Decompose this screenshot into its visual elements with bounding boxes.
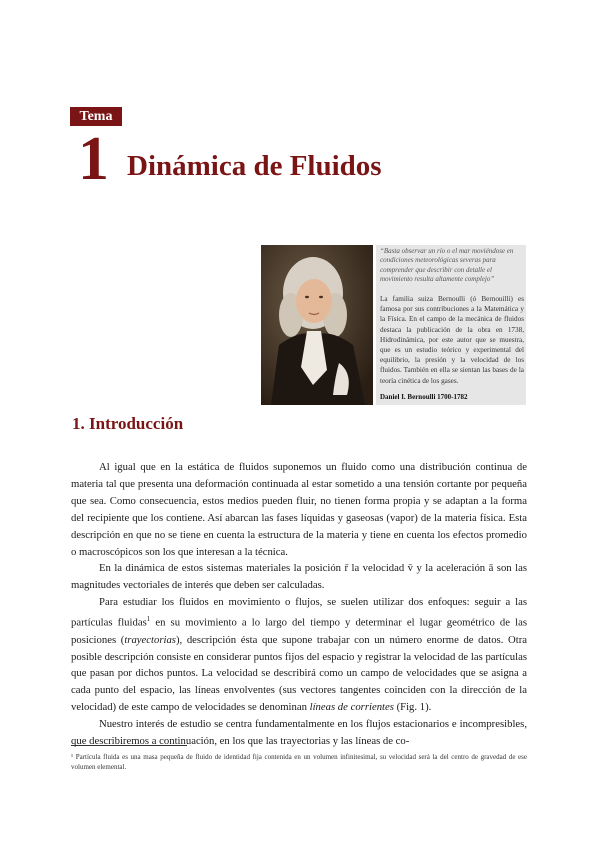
p3-part-d: (Fig. 1). — [393, 701, 432, 714]
paragraph-2: En la dinámica de estos sistemas materiales la posición r̄ la velocidad v̄ y la aceleración ā son las magnitudes vectoriales de interés que deben ser calculadas. — [71, 562, 527, 592]
portrait-caption: Daniel I. Bernoulli 1700-1782 — [380, 393, 468, 401]
term-trayectorias: trayectorias — [124, 633, 176, 646]
footnote-ref: 1 — [146, 615, 151, 624]
chapter-title: Dinámica de Fluidos — [127, 150, 382, 182]
p3-part-a: Para estudiar los fluidos en movimiento o flujos, se suelen utilizar dos enfoques: seguir a las partículas fluidas — [71, 596, 527, 629]
paragraph-4: Nuestro interés de estudio se centra fundamentalmente en los flujos estacionarios e incompresibles, que describiremos a continuación, en los que las trayectorias y las líneas de co- — [71, 718, 527, 748]
section-title: 1. Introducción — [72, 414, 184, 433]
p3-part-c: ), descripción ésta que supone trabajar con un número enorme de datos. Otra posible descripción consiste en considerar puntos fijos del espacio y registrar la velocidad de las partículas que pasan por dichos puntos. La velocidad se describirá como un campo de velocidades que se asigna a cada punto del espacio, las líneas envolventes (sus vectores tangentes coinciden con la dirección de la velocidad) de este campo de velocidades se denominan — [71, 633, 527, 714]
sidebar-bio: La familia suiza Bernoulli (ó Bernouilli) es famosa por sus contribuciones a la Matemática y la Física. En el campo de la mecánica de fluidos destaca la publicación de la obra en 1738, Hidrodinámica, por este autor que se muestra, que es un estudio teórico y experimental del equilibrio, la presión y la velocidad de los fluidos. También en ella se sientan las bases de la teoría cinética de los gases. — [380, 295, 524, 385]
portrait-image — [261, 245, 373, 405]
footnote: ¹ Partícula fluida es una masa pequeña de fluido de identidad fija contenida en un volumen infinitesimal, su velocidad será la del centro de gravedad de ese volumen elemental. — [71, 753, 527, 771]
paragraph-1: Al igual que en la estática de fluidos suponemos un fluido como una distribución continua de materia tal que presenta una deformación continuada al estar sometido a una tensión cortante por pequeña que sea. Como consecuencia, estos medios pueden fluir, no tienen forma propia y se adaptan a la forma del recipiente que los contiene. Así abarcan las fases líquidas y gaseosas (vapor) de la materia física. Esta descripción en que no se tiene en cuenta la estructura de la materia y tiene en cuenta los efectos promedio o macroscópicos son los que interesan a la técnica. — [71, 461, 527, 558]
tema-label: Tema — [70, 107, 122, 126]
p3-part-b: en su movimiento a lo largo del tiempo y determinar el lugar geométrico de las posiciones ( — [71, 616, 527, 646]
term-lineas-de-corrientes: líneas de corrientes — [309, 701, 394, 714]
footnote-divider — [71, 745, 187, 746]
bernoulli-portrait — [261, 245, 373, 405]
paragraph-3 — [71, 594, 527, 716]
chapter-number: 1 — [78, 125, 109, 193]
sidebar-quote: “Basta observar un río o el mar moviéndose en condiciones meteorológicas severas para comprender que describir con detalle el movimiento resulta altamente complejo” — [380, 247, 514, 284]
body-text — [71, 459, 527, 750]
